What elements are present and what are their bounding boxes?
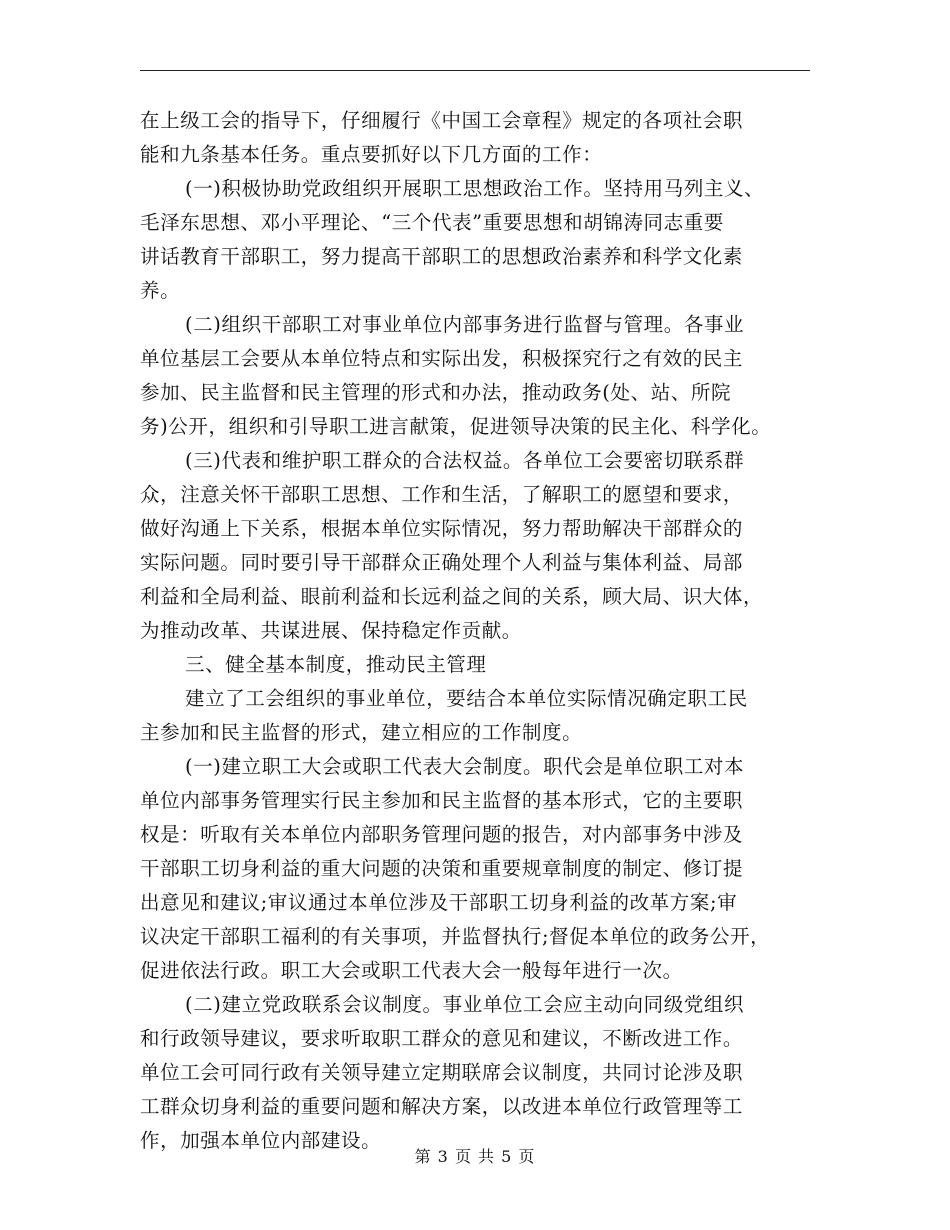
text-line: 做好沟通上下关系，根据本单位实际情况，努力帮助解决干部群众的 xyxy=(140,517,744,540)
text-line: 能和九条基本任务。重点要抓好以下几方面的工作： xyxy=(140,143,603,166)
text-line: 养。 xyxy=(140,279,181,302)
text-line: (三)代表和维护职工群众的合法权益。各单位工会要密切联系群 xyxy=(185,449,745,472)
text-line: 参加、民主监督和民主管理的形式和办法，推动政务(处、站、所院 xyxy=(140,381,732,404)
text-line: 议决定干部职工福利的有关事项，并监督执行;督促本单位的政务公开， xyxy=(140,925,771,948)
page-number-footer: 第 3 页 共 5 页 xyxy=(414,1147,536,1166)
text-line: 单位工会可同行政有关领导建立定期联席会议制度，共同讨论涉及职 xyxy=(140,1061,744,1084)
text-line: 为推动改革、共谋进展、保持稳定作贡献。 xyxy=(140,619,522,642)
text-line: (一)建立职工大会或职工代表大会制度。职代会是单位职工对本 xyxy=(185,755,745,778)
text-line: 在上级工会的指导下，仔细履行《中国工会章程》规定的各项社会职 xyxy=(140,109,744,132)
text-line: 讲话教育干部职工，努力提高干部职工的思想政治素养和科学文化素 xyxy=(140,245,744,268)
text-line: 干部职工切身利益的重大问题的决策和重要规章制度的制定、修订提 xyxy=(140,857,744,880)
text-line: 作，加强本单位内部建设。 xyxy=(140,1129,382,1152)
text-line: 权是：听取有关本单位内部职务管理问题的报告，对内部事务中涉及 xyxy=(140,823,744,846)
text-line: 建立了工会组织的事业单位，要结合本单位实际情况确定职工民 xyxy=(185,687,748,710)
text-line: 毛泽东思想、邓小平理论、“三个代表”重要思想和胡锦涛同志重要 xyxy=(140,211,724,234)
text-line: 工群众切身利益的重要问题和解决方案，以改进本单位行政管理等工 xyxy=(140,1095,744,1118)
text-line: 务)公开，组织和引导职工进言献策，促进领导决策的民主化、科学化。 xyxy=(140,415,772,438)
text-line: 实际问题。同时要引导干部群众正确处理个人利益与集体利益、局部 xyxy=(140,551,744,574)
text-line: 众，注意关怀干部职工思想、工作和生活，了解职工的愿望和要求， xyxy=(140,483,744,506)
text-line: (二)建立党政联系会议制度。事业单位工会应主动向同级党组织 xyxy=(185,993,745,1016)
text-line: 主参加和民主监督的形式，建立相应的工作制度。 xyxy=(140,721,583,744)
text-line: 和行政领导建议，要求听取职工群众的意见和建议，不断改进工作。 xyxy=(140,1027,744,1050)
header-rule xyxy=(140,70,810,71)
text-line: 出意见和建议;审议通过本单位涉及干部职工切身利益的改革方案;审 xyxy=(140,891,738,914)
text-line: 三、健全基本制度，推动民主管理 xyxy=(185,653,487,676)
text-line: 单位内部事务管理实行民主参加和民主监督的基本形式，它的主要职 xyxy=(140,789,744,812)
text-line: 促进依法行政。职工大会或职工代表大会一般每年进行一次。 xyxy=(140,959,683,982)
text-line: (一)积极协助党政组织开展职工思想政治工作。坚持用马列主义、 xyxy=(185,177,765,200)
document-body xyxy=(140,104,820,1158)
text-line: 单位基层工会要从本单位特点和实际出发，积极探究行之有效的民主 xyxy=(140,347,744,370)
text-line: (二)组织干部职工对事业单位内部事务进行监督与管理。各事业 xyxy=(185,313,745,336)
text-line: 利益和全局利益、眼前利益和长远利益之间的关系，顾大局、识大体， xyxy=(140,585,764,608)
